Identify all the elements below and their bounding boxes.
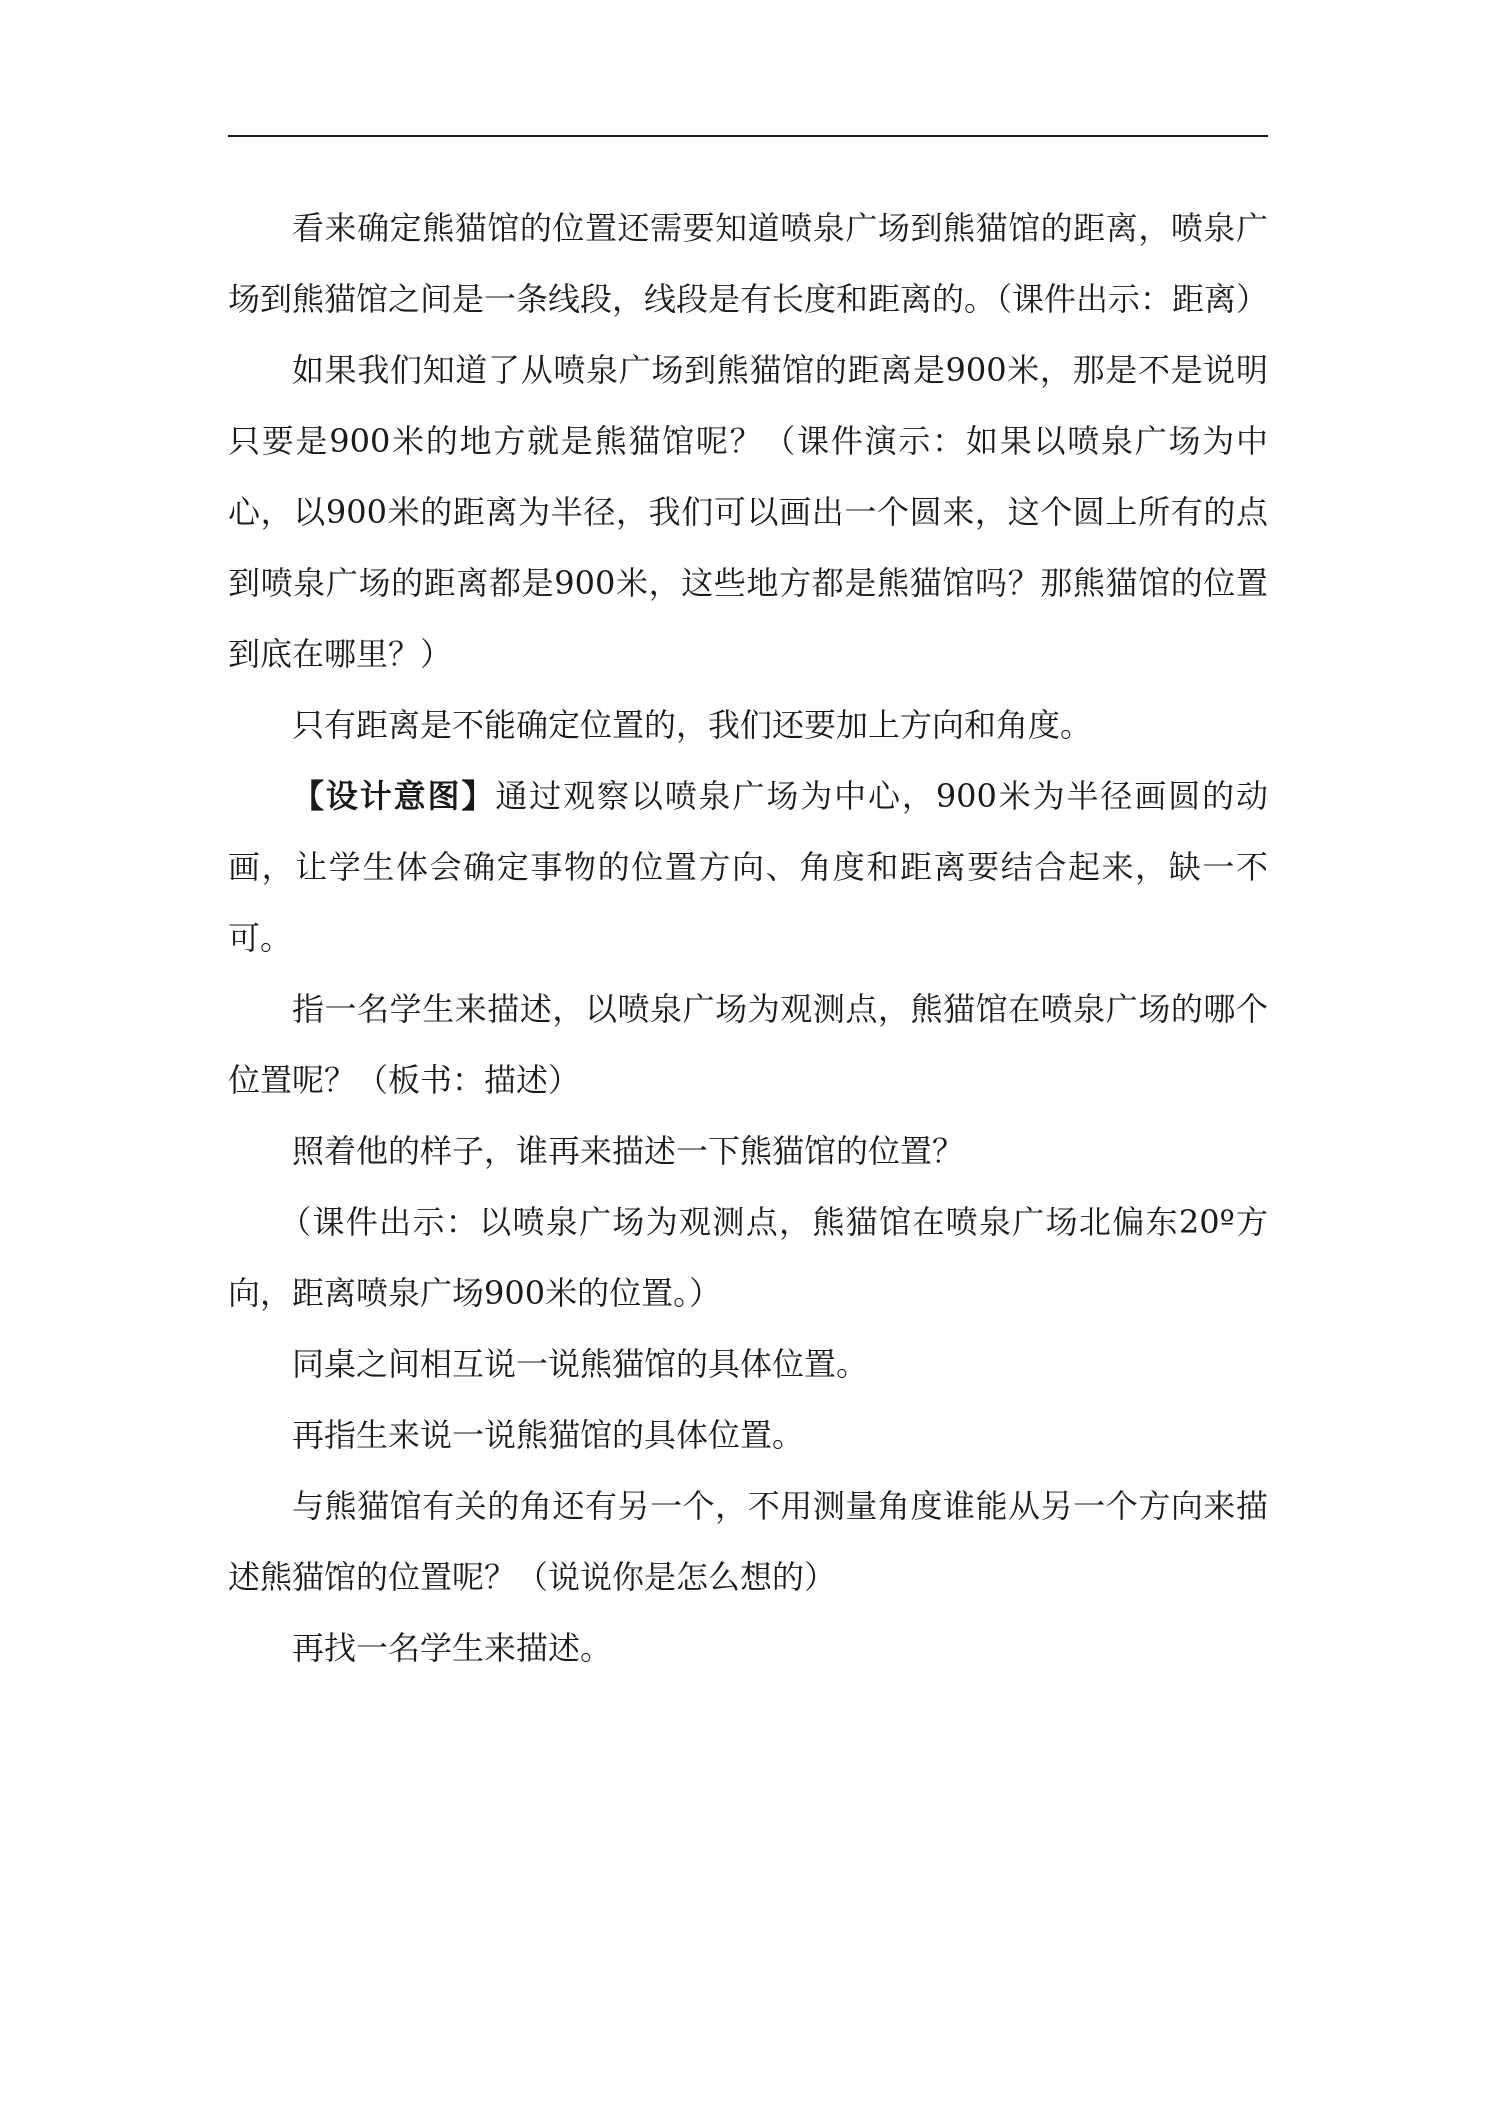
paragraph-pair-talk: 同桌之间相互说一说熊猫馆的具体位置。 <box>292 1345 869 1383</box>
design-intent-label: 【设计意图】 <box>292 777 496 815</box>
paragraph-student-says: 再指生来说一说熊猫馆的具体位置。 <box>292 1416 805 1454</box>
paragraph-design-intent <box>228 761 1268 974</box>
document-body <box>228 193 1268 1684</box>
paragraph-distance-intro: 看来确定熊猫馆的位置还需要知道喷泉广场到熊猫馆的距离，喷泉广场到熊猫馆之间是一条线段，线段是有长度和距离的。（课件出示：距离） <box>228 209 1269 318</box>
design-intent-text: 通过观察以喷泉广场为中心，900米为半径画圆的动画，让学生体会确定事物的位置方向、角度和距离要结合起来，缺一不可。 <box>228 777 1268 957</box>
paragraph-follow-example: 照着他的样子，谁再来描述一下熊猫馆的位置？ <box>292 1132 965 1170</box>
paragraph-courseware-show: （课件出示：以喷泉广场为观测点，熊猫馆在喷泉广场北偏东20º方向，距离喷泉广场900米的位置。） <box>228 1203 1268 1312</box>
paragraph-direction-angle: 只有距离是不能确定位置的，我们还要加上方向和角度。 <box>292 706 1093 744</box>
paragraph-other-angle: 与熊猫馆有关的角还有另一个，不用测量角度谁能从另一个方向来描述熊猫馆的位置呢？（说说你是怎么想的） <box>228 1487 1268 1596</box>
header-rule <box>228 135 1268 137</box>
paragraph-student-describe: 指一名学生来描述，以喷泉广场为观测点，熊猫馆在喷泉广场的哪个位置呢？（板书：描述） <box>228 990 1268 1099</box>
paragraph-900m-question: 如果我们知道了从喷泉广场到熊猫馆的距离是900米，那是不是说明只要是900米的地方就是熊猫馆呢？（课件演示：如果以喷泉广场为中心，以900米的距离为半径，我们可以画出一个圆来，这个圆上所有的点到喷泉广场的距离都是900米，这些地方都是熊猫馆吗？那熊猫馆的位置到底在哪里？） <box>228 351 1268 673</box>
paragraph-another-student: 再找一名学生来描述。 <box>292 1629 613 1667</box>
